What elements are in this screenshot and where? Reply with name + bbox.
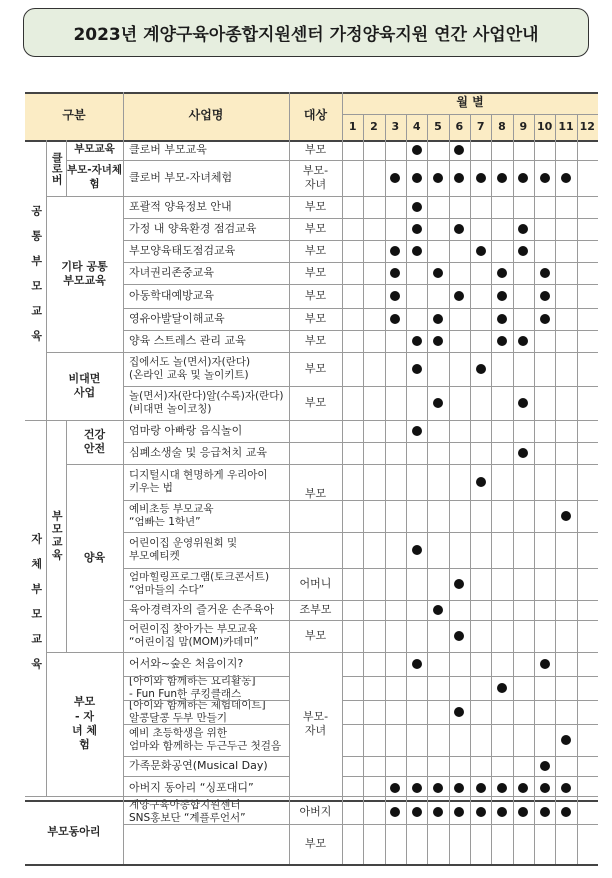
header-program: 사업명 bbox=[188, 108, 224, 123]
column-line bbox=[470, 114, 471, 864]
target-cell: 부모 bbox=[304, 395, 327, 409]
schedule-dot bbox=[412, 336, 422, 346]
schedule-dot bbox=[454, 631, 464, 641]
column-line bbox=[491, 114, 492, 864]
row-line bbox=[123, 284, 598, 285]
schedule-dot bbox=[412, 173, 422, 183]
schedule-dot bbox=[390, 314, 400, 324]
program-name bbox=[123, 676, 289, 700]
schedule-dot bbox=[433, 336, 443, 346]
target-cell: 부모 bbox=[304, 265, 327, 279]
target-cell: 부모 bbox=[304, 243, 327, 257]
schedule-dot bbox=[476, 364, 486, 374]
month-header: 7 bbox=[476, 119, 485, 133]
schedule-dot bbox=[518, 336, 528, 346]
program-name bbox=[123, 262, 289, 284]
row-line bbox=[123, 568, 598, 569]
program-name bbox=[123, 464, 289, 500]
schedule-dot bbox=[433, 783, 443, 793]
month-header: 11 bbox=[558, 119, 574, 133]
schedule-dot bbox=[518, 224, 528, 234]
row-line bbox=[123, 756, 289, 757]
schedule-dot bbox=[454, 145, 464, 155]
month-header: 3 bbox=[391, 119, 400, 133]
column-line bbox=[289, 92, 290, 864]
month-header: 9 bbox=[519, 119, 528, 133]
program-name-text: 가정 내 양육환경 점검교육 bbox=[129, 222, 257, 236]
schedule-dot bbox=[433, 398, 443, 408]
header-months: 월 별 bbox=[456, 95, 484, 110]
program-name bbox=[123, 218, 289, 240]
program-name-text: 양육 스트레스 관리 교육 bbox=[129, 334, 246, 348]
program-name bbox=[123, 420, 289, 442]
program-name-text: 어린이집 운영위원회 및 부모예티켓 bbox=[129, 536, 238, 562]
column-line bbox=[555, 114, 556, 864]
column-line bbox=[577, 114, 578, 864]
program-name bbox=[123, 330, 289, 352]
row-line bbox=[123, 262, 598, 263]
row-line bbox=[123, 308, 598, 309]
schedule-dot bbox=[454, 707, 464, 717]
category-untact: 비대면 사업 bbox=[68, 371, 101, 399]
month-header: 1 bbox=[348, 119, 357, 133]
schedule-dot bbox=[454, 224, 464, 234]
program-name bbox=[123, 800, 289, 824]
category-other-common: 기타 공통 부모교육 bbox=[61, 259, 108, 287]
program-name-text: 놀(면서)자(란다)알(수록)자(란다) (비대면 놀이코칭) bbox=[129, 389, 284, 415]
schedule-dot bbox=[454, 783, 464, 793]
row-line bbox=[123, 700, 289, 701]
category-clover-parent: 부모교육 bbox=[74, 143, 115, 156]
program-name-text: 예비 초등학생을 위한 엄마와 함께하는 두근두근 첫걸음 bbox=[129, 726, 282, 752]
schedule-dot bbox=[561, 173, 571, 183]
row-line bbox=[123, 824, 598, 825]
schedule-dot bbox=[412, 783, 422, 793]
month-header: 12 bbox=[579, 119, 595, 133]
schedule-dot bbox=[476, 173, 486, 183]
schedule-dot bbox=[561, 783, 571, 793]
target-cell: 부모 bbox=[304, 142, 327, 156]
program-name bbox=[123, 160, 289, 196]
program-name bbox=[123, 532, 289, 568]
row-line bbox=[46, 196, 598, 197]
header-category: 구분 bbox=[62, 108, 86, 123]
column-line bbox=[66, 140, 67, 196]
target-cell: 부모 bbox=[304, 199, 327, 213]
schedule-dot bbox=[412, 202, 422, 212]
schedule-dot bbox=[476, 807, 486, 817]
row-line bbox=[123, 240, 598, 241]
row-line bbox=[123, 724, 289, 725]
program-name-text: 아버지 동아리 “싱포대디” bbox=[129, 781, 254, 795]
target-cell: 아버지 bbox=[299, 804, 332, 818]
program-name-text: 클로버 부모-자녀체험 bbox=[129, 171, 233, 185]
row-line bbox=[123, 620, 598, 621]
schedule-dot bbox=[476, 246, 486, 256]
target-cell: 어머니 bbox=[299, 576, 332, 590]
row-line bbox=[46, 652, 598, 653]
row-line bbox=[123, 600, 598, 601]
program-name bbox=[123, 386, 289, 420]
program-name bbox=[123, 700, 289, 724]
row-line bbox=[123, 330, 598, 331]
program-name bbox=[123, 756, 289, 776]
row-line bbox=[66, 464, 598, 465]
schedule-dot bbox=[412, 807, 422, 817]
schedule-dot bbox=[476, 477, 486, 487]
column-line bbox=[534, 114, 535, 864]
schedule-dot bbox=[433, 314, 443, 324]
program-name-text: 어린이집 찾아가는 부모교육 “어린이집 맘(MOM)카데미” bbox=[129, 622, 259, 648]
schedule-dot bbox=[540, 268, 550, 278]
schedule-dot bbox=[412, 246, 422, 256]
target-cell: 부모 bbox=[304, 486, 327, 500]
row-line bbox=[123, 442, 598, 443]
schedule-dot bbox=[454, 291, 464, 301]
page-title: 2023년 계양구육아종합지원센터 가정양육지원 연간 사업안내 bbox=[23, 8, 589, 57]
schedule-dot bbox=[412, 364, 422, 374]
row-line bbox=[25, 864, 598, 866]
row-line bbox=[123, 218, 598, 219]
column-line bbox=[449, 114, 450, 864]
month-header: 4 bbox=[412, 119, 421, 133]
row-line bbox=[123, 776, 289, 777]
category-parent-edu: 부모교육 bbox=[50, 510, 64, 562]
schedule-dot bbox=[497, 173, 507, 183]
program-name-text: 집에서도 놀(면서)자(란다) (온라인 교육 및 놀이키트) bbox=[129, 355, 251, 381]
target-cell: 부모- 자녀 bbox=[302, 709, 329, 737]
program-name bbox=[123, 568, 289, 600]
schedule-dot bbox=[561, 511, 571, 521]
program-name-text: 계양구육아종합지원센터 SNS홍보단 “계플루언서” bbox=[129, 798, 246, 824]
row-line bbox=[123, 386, 598, 387]
schedule-dot bbox=[540, 807, 550, 817]
schedule-dot bbox=[390, 291, 400, 301]
schedule-dot bbox=[518, 783, 528, 793]
schedule-dot bbox=[540, 173, 550, 183]
target-cell: 부모 bbox=[304, 333, 327, 347]
program-name-text: 예비초등 부모교육 “엄빠는 1학년” bbox=[129, 502, 214, 528]
target-cell: 부모 bbox=[304, 628, 327, 642]
schedule-dot bbox=[454, 807, 464, 817]
column-line bbox=[123, 92, 124, 864]
column-line bbox=[427, 114, 428, 864]
row-line bbox=[25, 92, 598, 94]
program-name bbox=[123, 600, 289, 620]
schedule-dot bbox=[412, 426, 422, 436]
target-cell: 부모- 자녀 bbox=[302, 163, 329, 191]
schedule-dot bbox=[433, 807, 443, 817]
row-line bbox=[66, 160, 598, 161]
schedule-dot bbox=[454, 579, 464, 589]
column-line bbox=[363, 114, 364, 864]
schedule-dot bbox=[412, 659, 422, 669]
row-line bbox=[46, 352, 598, 353]
schedule-dot bbox=[497, 268, 507, 278]
schedule-dot bbox=[540, 761, 550, 771]
schedule-dot bbox=[412, 145, 422, 155]
schedule-dot bbox=[390, 807, 400, 817]
program-name-text: 심폐소생술 및 응급처치 교육 bbox=[129, 446, 268, 460]
program-name-text: [아이와 함께하는 체험데이트] 알콩달콩 두부 만들기 bbox=[129, 698, 266, 724]
target-cell: 부모 bbox=[304, 311, 327, 325]
schedule-dot bbox=[540, 314, 550, 324]
program-name-text: 포괄적 양육정보 안내 bbox=[129, 200, 232, 214]
schedule-dot bbox=[390, 246, 400, 256]
program-name bbox=[123, 284, 289, 308]
schedule-dot bbox=[433, 268, 443, 278]
target-cell: 부모 bbox=[304, 361, 327, 375]
program-name bbox=[123, 240, 289, 262]
category-parent-club: 부모동아리 bbox=[47, 824, 101, 838]
schedule-dot bbox=[497, 683, 507, 693]
program-name-text: 부모양육태도점검교육 bbox=[129, 244, 236, 258]
category-clover-parent-child: 부모-자녀체험 bbox=[66, 164, 123, 190]
category-parenting: 양육 bbox=[83, 550, 106, 564]
category-health-safety: 건강 안전 bbox=[83, 427, 106, 455]
program-name-text: 엄마랑 아빠랑 음식놀이 bbox=[129, 424, 243, 438]
column-line bbox=[342, 92, 343, 864]
row-line bbox=[123, 500, 598, 501]
program-name bbox=[123, 500, 289, 532]
month-header: 5 bbox=[434, 119, 442, 133]
category-clover: 클로버 bbox=[50, 151, 64, 185]
program-name-text: 클로버 부모교육 bbox=[129, 143, 207, 157]
month-header: 6 bbox=[455, 119, 464, 133]
category-common: 공통부모교육 bbox=[29, 205, 43, 355]
schedule-dot bbox=[561, 807, 571, 817]
schedule-dot bbox=[497, 783, 507, 793]
schedule-dot bbox=[518, 398, 528, 408]
program-name bbox=[123, 140, 289, 160]
program-name bbox=[123, 352, 289, 386]
schedule-dot bbox=[390, 783, 400, 793]
program-name-text: 디지털시대 현명하게 우리아이 키우는 법 bbox=[129, 468, 268, 494]
schedule-dot bbox=[540, 783, 550, 793]
month-header: 8 bbox=[498, 119, 506, 133]
annual-schedule-table bbox=[25, 92, 598, 864]
schedule-dot bbox=[497, 807, 507, 817]
schedule-dot bbox=[476, 783, 486, 793]
target-cell: 조부모 bbox=[299, 602, 332, 616]
program-name bbox=[123, 442, 289, 464]
schedule-dot bbox=[412, 545, 422, 555]
program-name bbox=[123, 652, 289, 676]
column-line bbox=[406, 114, 407, 864]
schedule-dot bbox=[497, 336, 507, 346]
column-line bbox=[46, 140, 47, 796]
program-name-text: 아동학대예방교육 bbox=[129, 289, 215, 303]
schedule-dot bbox=[518, 246, 528, 256]
schedule-dot bbox=[497, 291, 507, 301]
program-name-text: 영유아발달이해교육 bbox=[129, 312, 225, 326]
column-line bbox=[385, 114, 386, 864]
month-header: 10 bbox=[537, 119, 553, 133]
program-name-text: 어서와~숲은 처음이지? bbox=[129, 657, 244, 671]
program-name bbox=[123, 196, 289, 218]
category-custom: 자체부모교육 bbox=[29, 533, 43, 683]
schedule-dot bbox=[561, 735, 571, 745]
column-line bbox=[513, 114, 514, 864]
program-name-text: [아이와 함께하는 요리활동] - Fun Fun한 쿠킹클래스 bbox=[129, 674, 256, 700]
program-name bbox=[123, 308, 289, 330]
row-line bbox=[123, 676, 289, 677]
target-cell: 부모 bbox=[304, 221, 327, 235]
schedule-dot bbox=[518, 173, 528, 183]
program-name-text: 가족문화공연(Musical Day) bbox=[129, 759, 268, 773]
schedule-dot bbox=[433, 173, 443, 183]
header-target: 대상 bbox=[303, 108, 328, 123]
schedule-dot bbox=[412, 224, 422, 234]
row-line bbox=[123, 532, 598, 533]
target-cell: 부모 bbox=[304, 288, 327, 302]
month-header: 2 bbox=[370, 119, 378, 133]
category-parent-child: 부모 - 자녀 체험 bbox=[71, 695, 98, 752]
target-cell: 부모 bbox=[304, 836, 327, 850]
program-name-text: 자녀권리존중교육 bbox=[129, 266, 215, 280]
program-name bbox=[123, 620, 289, 652]
program-name-text: 육아경력자의 즐거운 손주육아 bbox=[129, 603, 275, 617]
program-name-text: 엄마힐링프로그램(토크콘서트) “엄마들의 수다” bbox=[129, 570, 270, 596]
schedule-dot bbox=[540, 659, 550, 669]
schedule-dot bbox=[433, 605, 443, 615]
column-line bbox=[66, 420, 67, 652]
schedule-dot bbox=[518, 448, 528, 458]
schedule-dot bbox=[390, 268, 400, 278]
schedule-dot bbox=[497, 314, 507, 324]
schedule-dot bbox=[390, 173, 400, 183]
program-name bbox=[123, 724, 289, 756]
schedule-dot bbox=[454, 173, 464, 183]
schedule-dot bbox=[518, 807, 528, 817]
schedule-dot bbox=[540, 291, 550, 301]
